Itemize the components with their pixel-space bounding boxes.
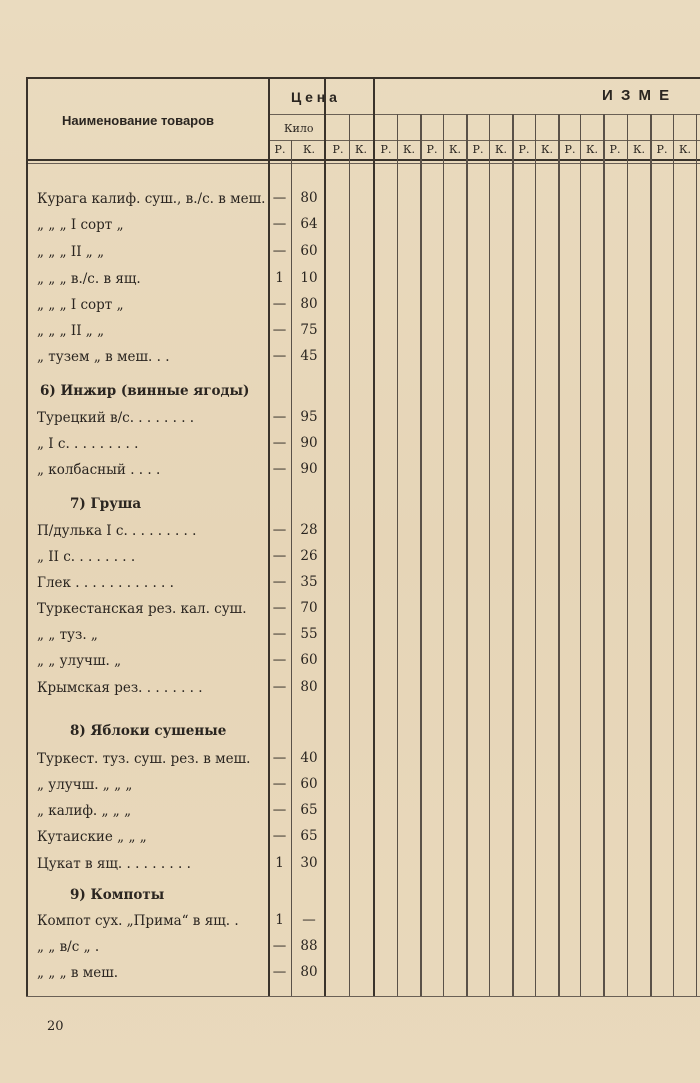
- kop-header: К.: [402, 143, 415, 156]
- item-name: „ улучш. „ „ „: [37, 777, 133, 793]
- price-rubles: —: [272, 964, 287, 980]
- price-rubles: —: [272, 574, 287, 590]
- section-heading: 7) Груша: [70, 496, 142, 512]
- price-rubles: —: [272, 679, 287, 695]
- item-name: Крымская рез. . . . . . . .: [37, 680, 203, 696]
- price-rubles: —: [272, 548, 287, 564]
- price-kopecks: 65: [300, 828, 318, 844]
- price-rubles: —: [272, 296, 287, 312]
- price-kopecks: 65: [300, 802, 318, 818]
- col-line: [650, 114, 652, 997]
- item-name: „ „ улучш. „: [37, 653, 122, 669]
- section-heading: 9) Компоты: [70, 887, 165, 903]
- rub-header: Р.: [472, 143, 484, 156]
- rub-header: Р.: [609, 143, 621, 156]
- price-kopecks: 30: [300, 855, 318, 871]
- price-rubles: 1: [275, 855, 284, 871]
- rub-header: Р.: [380, 143, 392, 156]
- rub-header: Р.: [426, 143, 438, 156]
- kop-header: К.: [632, 143, 645, 156]
- kop-header: К.: [494, 143, 507, 156]
- price-rubles: —: [272, 652, 287, 668]
- price-kopecks: 10: [300, 270, 318, 286]
- kop-header: К.: [302, 143, 315, 156]
- item-name: „ „ туз. „: [37, 627, 98, 643]
- col-line: [443, 114, 444, 997]
- price-kopecks: 80: [300, 964, 318, 980]
- col-line: [373, 77, 375, 997]
- price-kopecks: 90: [300, 461, 318, 477]
- col-line: [420, 114, 422, 997]
- col-line: [489, 114, 490, 997]
- item-name: Компот сух. „Прима“ в ящ. .: [37, 913, 239, 929]
- price-kopecks: 75: [300, 322, 318, 338]
- item-name: „ колбасный . . . .: [37, 462, 161, 478]
- item-name: „ калиф. „ „ „: [37, 803, 132, 819]
- left-border: [26, 77, 28, 997]
- price-kopecks: 70: [300, 600, 318, 616]
- price-rubles: —: [272, 348, 287, 364]
- price-kopecks: 35: [300, 574, 318, 590]
- price-kopecks: 64: [300, 216, 318, 232]
- item-name: Туркестанская рез. кал. суш.: [37, 601, 247, 617]
- price-kopecks: 90: [300, 435, 318, 451]
- header-sub-rule: [270, 114, 700, 115]
- section-heading: 6) Инжир (винные ягоды): [40, 383, 250, 399]
- col-line: [673, 114, 674, 997]
- item-name: „ „ „ I сорт „: [37, 297, 124, 313]
- item-name: Глек . . . . . . . . . . . .: [37, 575, 174, 591]
- price-kopecks: 60: [300, 652, 318, 668]
- price-rubles: —: [272, 600, 287, 616]
- price-rubles: —: [272, 409, 287, 425]
- price-rubles: 1: [275, 270, 284, 286]
- col-line: [696, 114, 697, 997]
- col-line: [535, 114, 536, 997]
- table-bottom-rule: [26, 996, 700, 997]
- price-kopecks: 26: [300, 548, 318, 564]
- price-rubles: 1: [275, 912, 284, 928]
- rub-header: Р.: [274, 143, 286, 156]
- price-kopecks: 80: [300, 296, 318, 312]
- price-rubles: —: [272, 322, 287, 338]
- item-name: Туркест. туз. суш. рез. в меш.: [37, 751, 251, 767]
- col-line: [558, 114, 560, 997]
- column-header-change: И З М Е: [602, 87, 672, 104]
- kop-header: К.: [585, 143, 598, 156]
- price-rubles: —: [272, 461, 287, 477]
- header-bottom-rule-2: [26, 163, 700, 164]
- section-heading: 8) Яблоки сушеные: [70, 723, 227, 739]
- col-line: [580, 114, 581, 997]
- rub-header: Р.: [518, 143, 530, 156]
- item-name: „ „ в/с „ .: [37, 939, 100, 955]
- column-header-name: Наименование товаров: [62, 113, 215, 128]
- price-rubles: —: [272, 802, 287, 818]
- page-number: 20: [47, 1019, 64, 1034]
- col-line: [349, 114, 350, 997]
- column-header-price: Ц е н а: [291, 89, 337, 105]
- price-rubles: —: [272, 938, 287, 954]
- item-name: Турецкий в/с. . . . . . . .: [37, 410, 195, 426]
- price-rubles: —: [272, 243, 287, 259]
- item-name: „ „ „ в./с. в ящ.: [37, 271, 141, 287]
- item-name: „ „ „ I сорт „: [37, 217, 124, 233]
- kop-header: К.: [540, 143, 553, 156]
- col-line: [512, 114, 514, 997]
- price-rubles: —: [272, 216, 287, 232]
- price-rubles: —: [272, 435, 287, 451]
- price-kopecks: 60: [300, 776, 318, 792]
- header-bottom-rule: [26, 159, 700, 161]
- item-name: П/дулька I с. . . . . . . . .: [37, 523, 197, 539]
- rub-header: Р.: [332, 143, 344, 156]
- price-kopecks: 80: [300, 190, 318, 206]
- price-kopecks: 28: [300, 522, 318, 538]
- price-kopecks: 45: [300, 348, 318, 364]
- rub-kop-border: [291, 140, 292, 997]
- item-name: „ тузем „ в меш. . .: [37, 349, 170, 365]
- price-kopecks: 60: [300, 243, 318, 259]
- item-name: „ „ „ в меш.: [37, 965, 119, 981]
- price-unit-label: Кило: [284, 122, 314, 135]
- price-rubles: —: [272, 626, 287, 642]
- price-rubles: —: [272, 190, 287, 206]
- rub-header: Р.: [564, 143, 576, 156]
- item-name: „ „ „ II „ „: [37, 244, 105, 260]
- price-rubles: —: [272, 776, 287, 792]
- kop-header: К.: [678, 143, 691, 156]
- col-line: [603, 114, 605, 997]
- price-kopecks: 40: [300, 750, 318, 766]
- price-kopecks: 80: [300, 679, 318, 695]
- item-name: „ I с. . . . . . . . .: [37, 436, 139, 452]
- item-name: „ II с. . . . . . . .: [37, 549, 136, 565]
- price-rubles: —: [272, 750, 287, 766]
- col-line: [397, 114, 398, 997]
- item-name: „ „ „ II „ „: [37, 323, 105, 339]
- item-name: Кутаиские „ „ „: [37, 829, 147, 845]
- price-kopecks: 55: [300, 626, 318, 642]
- kop-header: К.: [354, 143, 367, 156]
- price-kopecks: 95: [300, 409, 318, 425]
- price-kopecks: —: [302, 912, 316, 928]
- rub-header: Р.: [656, 143, 668, 156]
- header-rk-rule: [270, 140, 700, 141]
- table-top-rule: [26, 77, 700, 79]
- col-line: [627, 114, 628, 997]
- price-kopecks: 88: [300, 938, 318, 954]
- col-line: [466, 114, 468, 997]
- price-rubles: —: [272, 522, 287, 538]
- kop-header: К.: [448, 143, 461, 156]
- item-name: Цукат в ящ. . . . . . . . .: [37, 856, 191, 872]
- price-rubles: —: [272, 828, 287, 844]
- item-name: Курага калиф. суш., в./с. в меш.: [37, 191, 266, 207]
